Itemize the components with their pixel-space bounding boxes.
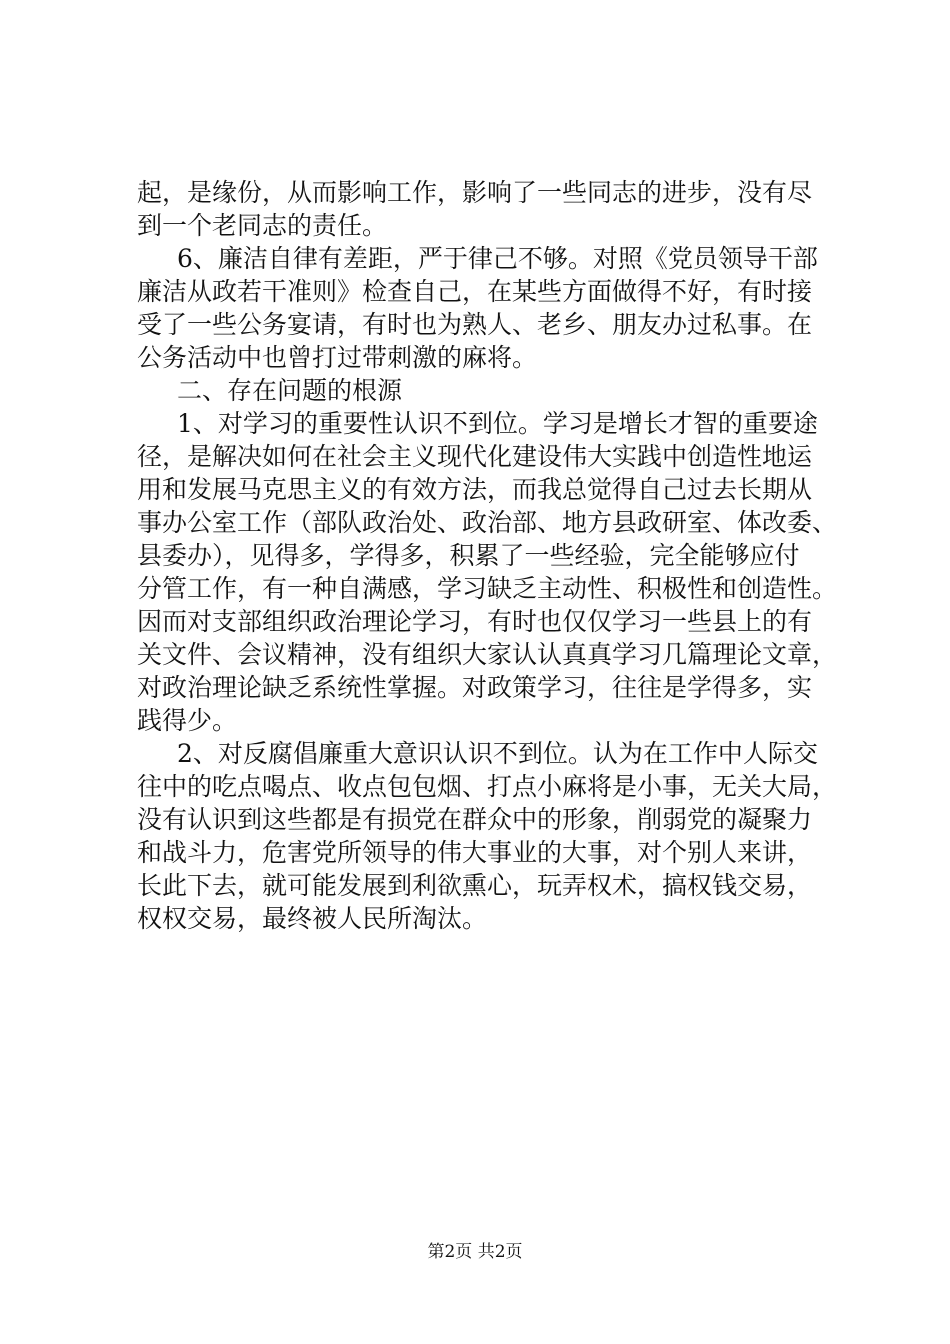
text-line-content: 关文件、会议精神，没有组织大家认认真真学习几篇理论文章， xyxy=(137,640,838,669)
text-line xyxy=(0,704,950,738)
text-line-content: 对政治理论缺乏系统性掌握。对政策学习，往往是学得多，实 xyxy=(137,673,813,702)
text-line xyxy=(0,605,950,639)
text-line xyxy=(0,209,950,243)
text-line-content: 长此下去，就可能发展到利欲熏心，玩弄权术，搞权钱交易， xyxy=(137,871,813,900)
text-line xyxy=(0,737,950,771)
section-heading-text: 二、存在问题的根源 xyxy=(177,376,403,405)
text-line-content: 没有认识到这些都是有损党在群众中的形象，削弱党的凝聚力 xyxy=(137,805,813,834)
text-line-content: 受了一些公务宴请，有时也为熟人、老乡、朋友办过私事。在 xyxy=(137,310,813,339)
text-line-content: 1、对学习的重要性认识不到位。学习是增长才智的重要途 xyxy=(177,409,818,438)
text-line xyxy=(0,539,950,573)
text-line-content: 用和发展马克思主义的有效方法，而我总觉得自己过去长期从 xyxy=(137,475,813,504)
text-line xyxy=(0,506,950,540)
text-line-content: 径，是解决如何在社会主义现代化建设伟大实践中创造性地运 xyxy=(137,442,813,471)
text-line xyxy=(0,803,950,837)
text-line-content: 事办公室工作（部队政治处、政治部、地方县政研室、体改委、 xyxy=(137,508,838,537)
section-heading xyxy=(0,374,950,408)
text-line xyxy=(0,308,950,342)
text-line xyxy=(0,869,950,903)
text-line xyxy=(0,176,950,210)
text-line-content: 和战斗力，危害党所领导的伟大事业的大事，对个别人来讲， xyxy=(137,838,813,867)
text-line-content: 权权交易，最终被人民所淘汰。 xyxy=(137,904,488,933)
text-line xyxy=(0,341,950,375)
text-line xyxy=(0,638,950,672)
text-line-content: 因而对支部组织政治理论学习，有时也仅仅学习一些县上的有 xyxy=(137,607,813,636)
text-line xyxy=(0,671,950,705)
text-line xyxy=(0,572,950,606)
text-line-content: 公务活动中也曾打过带刺激的麻将。 xyxy=(137,343,538,372)
page-number-footer: 第2页 共2页 xyxy=(427,1242,523,1262)
text-line-content: 往中的吃点喝点、收点包包烟、打点小麻将是小事，无关大局， xyxy=(137,772,838,801)
text-line-content: 2、对反腐倡廉重大意识认识不到位。认为在工作中人际交 xyxy=(177,739,818,768)
text-line-content: 践得少。 xyxy=(137,706,238,735)
text-line xyxy=(0,440,950,474)
text-line xyxy=(0,407,950,441)
text-line xyxy=(0,473,950,507)
text-line xyxy=(0,902,950,936)
text-line-content: 起，是缘份，从而影响工作，影响了一些同志的进步，没有尽 xyxy=(137,178,813,207)
text-line xyxy=(0,770,950,804)
text-line xyxy=(0,275,950,309)
text-line-content: 6、廉洁自律有差距，严于律己不够。对照《党员领导干部 xyxy=(177,244,818,273)
text-line-content: 廉洁从政若干准则》检查自己，在某些方面做得不好，有时接 xyxy=(137,277,813,306)
text-line xyxy=(0,836,950,870)
text-line-content: 县委办），见得多，学得多，积累了一些经验，完全能够应付 xyxy=(137,541,800,570)
text-line-content: 到一个老同志的责任。 xyxy=(137,211,388,240)
text-line-content: 分管工作，有一种自满感，学习缺乏主动性、积极性和创造性。 xyxy=(137,574,838,603)
text-line xyxy=(0,242,950,276)
